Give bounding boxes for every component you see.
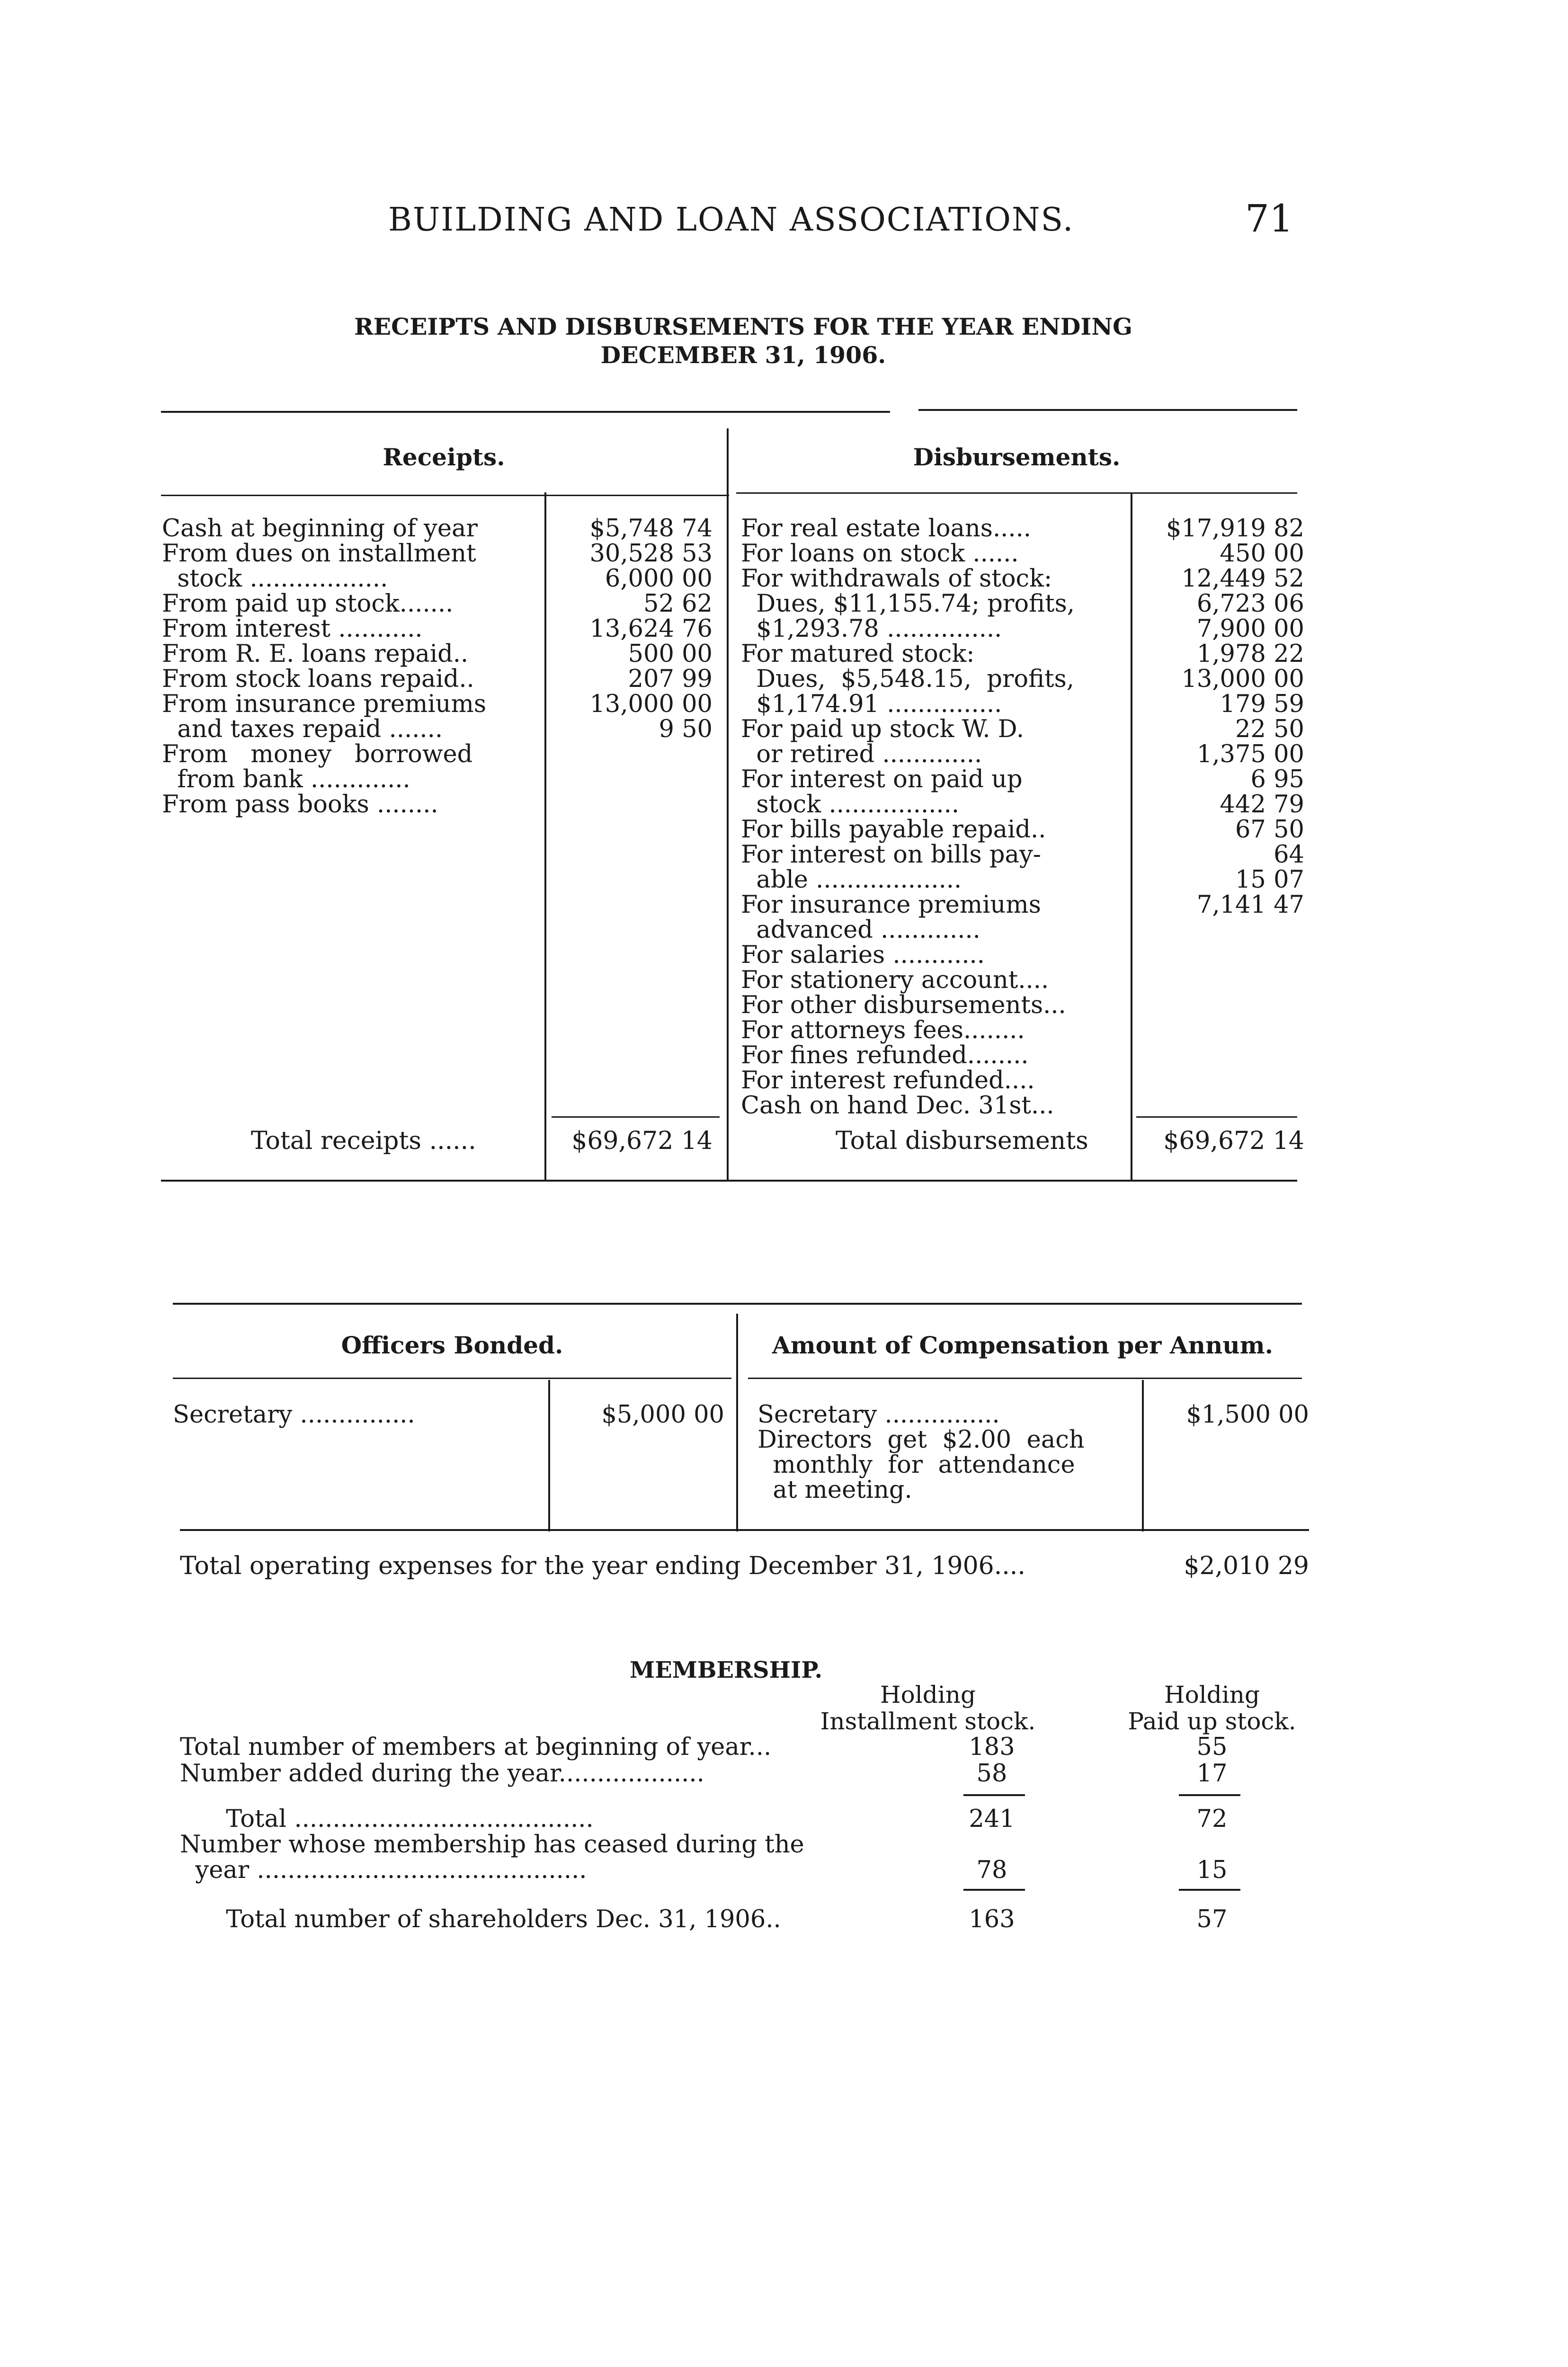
list-item: From pass books ........ [162,791,438,819]
receipts-amounts [549,516,713,742]
list-item: For interest refunded.... [741,1067,1035,1095]
membership-row-label: Number whose membership has ceased during the [180,1831,804,1859]
membership-paid-up: 72 [1196,1805,1228,1833]
amount: 9 50 [659,715,713,743]
list-item: From insurance premiums [162,690,487,718]
receipts-heading: Receipts. [383,443,505,471]
running-head: BUILDING AND LOAN ASSOCIATIONS. [388,201,1074,239]
list-item: For insurance premiums [741,891,1041,919]
membership-col2-line2: Paid up stock. [1128,1708,1296,1735]
membership-sum-rule-3 [963,1889,1025,1891]
list-item: or retired ............. [741,740,982,768]
disbursements-amounts [1136,516,1304,917]
amount: 12,449 52 [1181,565,1304,593]
membership-paid-up: 15 [1196,1856,1228,1884]
title-line-1: RECEIPTS AND DISBURSEMENTS FOR THE YEAR ENDING [354,313,1132,340]
membership-paid-up: 17 [1196,1760,1228,1788]
list-item: For interest on bills pay- [741,841,1041,869]
membership-installment: 78 [976,1856,1007,1884]
membership-row-label: Total number of shareholders Dec. 31, 1906.. [180,1905,781,1933]
list-item: From stock loans repaid.. [162,665,474,693]
membership-installment: 241 [969,1805,1015,1833]
table-bottom-rule [161,1180,1297,1182]
compensation-heading: Amount of Compensation per Annum. [772,1331,1274,1359]
amount: 1,375 00 [1196,740,1304,768]
disbursements-total-amount: $69,672 14 [1163,1127,1304,1155]
membership-col1-head [800,1682,1056,1735]
amount: 67 50 [1235,816,1304,844]
disbursements-head-rule [736,492,1297,494]
list-item: From interest ........... [162,615,423,643]
amount: 179 59 [1220,690,1304,718]
amount: 6,000 00 [605,565,713,593]
list-item: For real estate loans..... [741,515,1032,543]
compensation-amount: $1,500 00 [1186,1401,1309,1429]
membership-installment: 163 [969,1905,1015,1933]
amount: 15 07 [1235,866,1304,894]
receipts-sum-rule [552,1116,720,1118]
list-item: For matured stock: [741,640,975,668]
list-item: Directors get $2.00 each [757,1426,1085,1454]
membership-col2-head [1103,1682,1321,1735]
list-item: $1,174.91 ............... [741,690,1002,718]
membership-row-label: Total number of members at beginning of year... [180,1733,772,1761]
list-item: $1,293.78 ............... [741,615,1002,643]
membership-paid-up: 57 [1196,1905,1228,1933]
membership-row-label: Total ....................................... [180,1805,594,1833]
table-top-rule-right [918,409,1297,411]
list-item: able ................... [741,866,962,894]
list-item: monthly for attendance [757,1451,1075,1479]
membership-sum-rule-2 [1179,1794,1240,1796]
center-divider [727,428,729,1181]
disbursements-heading: Disbursements. [913,443,1121,471]
amount: $5,748 74 [589,515,713,543]
amount: 442 79 [1220,791,1304,819]
list-item: For fines refunded........ [741,1041,1029,1069]
receipts-amount-divider [544,492,546,1181]
disbursements-labels [741,516,1075,1118]
officer-secretary: Secretary ............... [173,1401,415,1429]
list-item: From paid up stock....... [162,590,454,618]
list-item: For loans on stock ...... [741,540,1019,568]
list-item: For paid up stock W. D. [741,715,1025,743]
list-item: For attorneys fees........ [741,1016,1025,1044]
list-item: advanced ............. [741,916,980,944]
operating-expenses-label: Total operating expenses for the year ending December 31, 1906.... [180,1552,1025,1580]
page-number: 71 [1245,196,1293,240]
list-item: stock .................. [162,565,388,593]
amount: 1,978 22 [1196,640,1304,668]
list-item: Cash at beginning of year [162,515,478,543]
membership-col1-line1: Holding [880,1681,976,1709]
compensation-head-rule [748,1378,1302,1379]
amount: 207 99 [628,665,713,693]
list-item: from bank ............. [162,765,410,793]
officers-center-divider [736,1314,738,1531]
amount: 13,000 00 [589,690,713,718]
list-item: For withdrawals of stock: [741,565,1052,593]
list-item: For bills payable repaid.. [741,816,1046,844]
list-item: Dues, $11,155.74; profits, [741,590,1075,618]
membership-col2-line1: Holding [1164,1681,1260,1709]
officer-bond-amount: $5,000 00 [601,1401,724,1429]
amount: 13,624 76 [589,615,713,643]
amount: 22 50 [1235,715,1304,743]
amount: 13,000 00 [1181,665,1304,693]
list-item: Secretary ............... [757,1401,1000,1429]
list-item: stock ................. [741,791,960,819]
compensation-lines [757,1402,1085,1503]
list-item: From money borrowed [162,740,473,768]
amount: 6 95 [1250,765,1304,793]
list-item: For interest on paid up [741,765,1023,793]
list-item: From R. E. loans repaid.. [162,640,469,668]
officers-heading: Officers Bonded. [341,1331,563,1359]
officers-amount-divider [548,1380,550,1531]
receipts-total-amount: $69,672 14 [571,1127,713,1155]
list-item: at meeting. [757,1476,912,1504]
membership-installment: 58 [976,1760,1007,1788]
amount: 7,900 00 [1196,615,1304,643]
membership-sum-rule-1 [963,1794,1025,1796]
receipts-head-rule [161,495,729,496]
amount: 52 62 [643,590,713,618]
amount: 450 00 [1220,540,1304,568]
amount: 64 [1274,841,1304,869]
amount: 6,723 06 [1196,590,1304,618]
disbursements-sum-rule [1136,1116,1297,1118]
officers-head-rule [173,1378,731,1379]
membership-installment: 183 [969,1733,1015,1761]
membership-paid-up: 55 [1196,1733,1228,1761]
officers-top-rule [173,1303,1302,1305]
membership-row-label: year ........................................... [180,1856,587,1884]
disbursements-total-label: Total disbursements [836,1127,1088,1155]
operating-expenses-amount: $2,010 29 [1184,1552,1309,1580]
list-item: For stationery account.... [741,966,1049,994]
title-line-2: DECEMBER 31, 1906. [600,341,886,369]
membership-col1-line2: Installment stock. [820,1708,1036,1735]
list-item: and taxes repaid ....... [162,715,443,743]
table-top-rule-left [161,411,890,413]
amount: 30,528 53 [589,540,713,568]
membership-row-label: Number added during the year................... [180,1760,704,1788]
list-item: For other disbursements... [741,991,1066,1019]
receipts-labels [162,516,486,817]
disbursements-amount-divider [1131,492,1132,1181]
amount: 500 00 [628,640,713,668]
amount: $17,919 82 [1166,515,1304,543]
membership-sum-rule-4 [1179,1889,1240,1891]
receipts-total-label: Total receipts ...... [251,1127,476,1155]
list-item: Cash on hand Dec. 31st... [741,1092,1054,1120]
list-item: Dues, $5,548.15, profits, [741,665,1074,693]
membership-heading: MEMBERSHIP. [630,1657,823,1683]
list-item: From dues on installment [162,540,476,568]
amount: 7,141 47 [1196,891,1304,919]
compensation-amount-divider [1142,1380,1144,1531]
list-item: For salaries ............ [741,941,985,969]
officers-bottom-rule [180,1529,1309,1531]
